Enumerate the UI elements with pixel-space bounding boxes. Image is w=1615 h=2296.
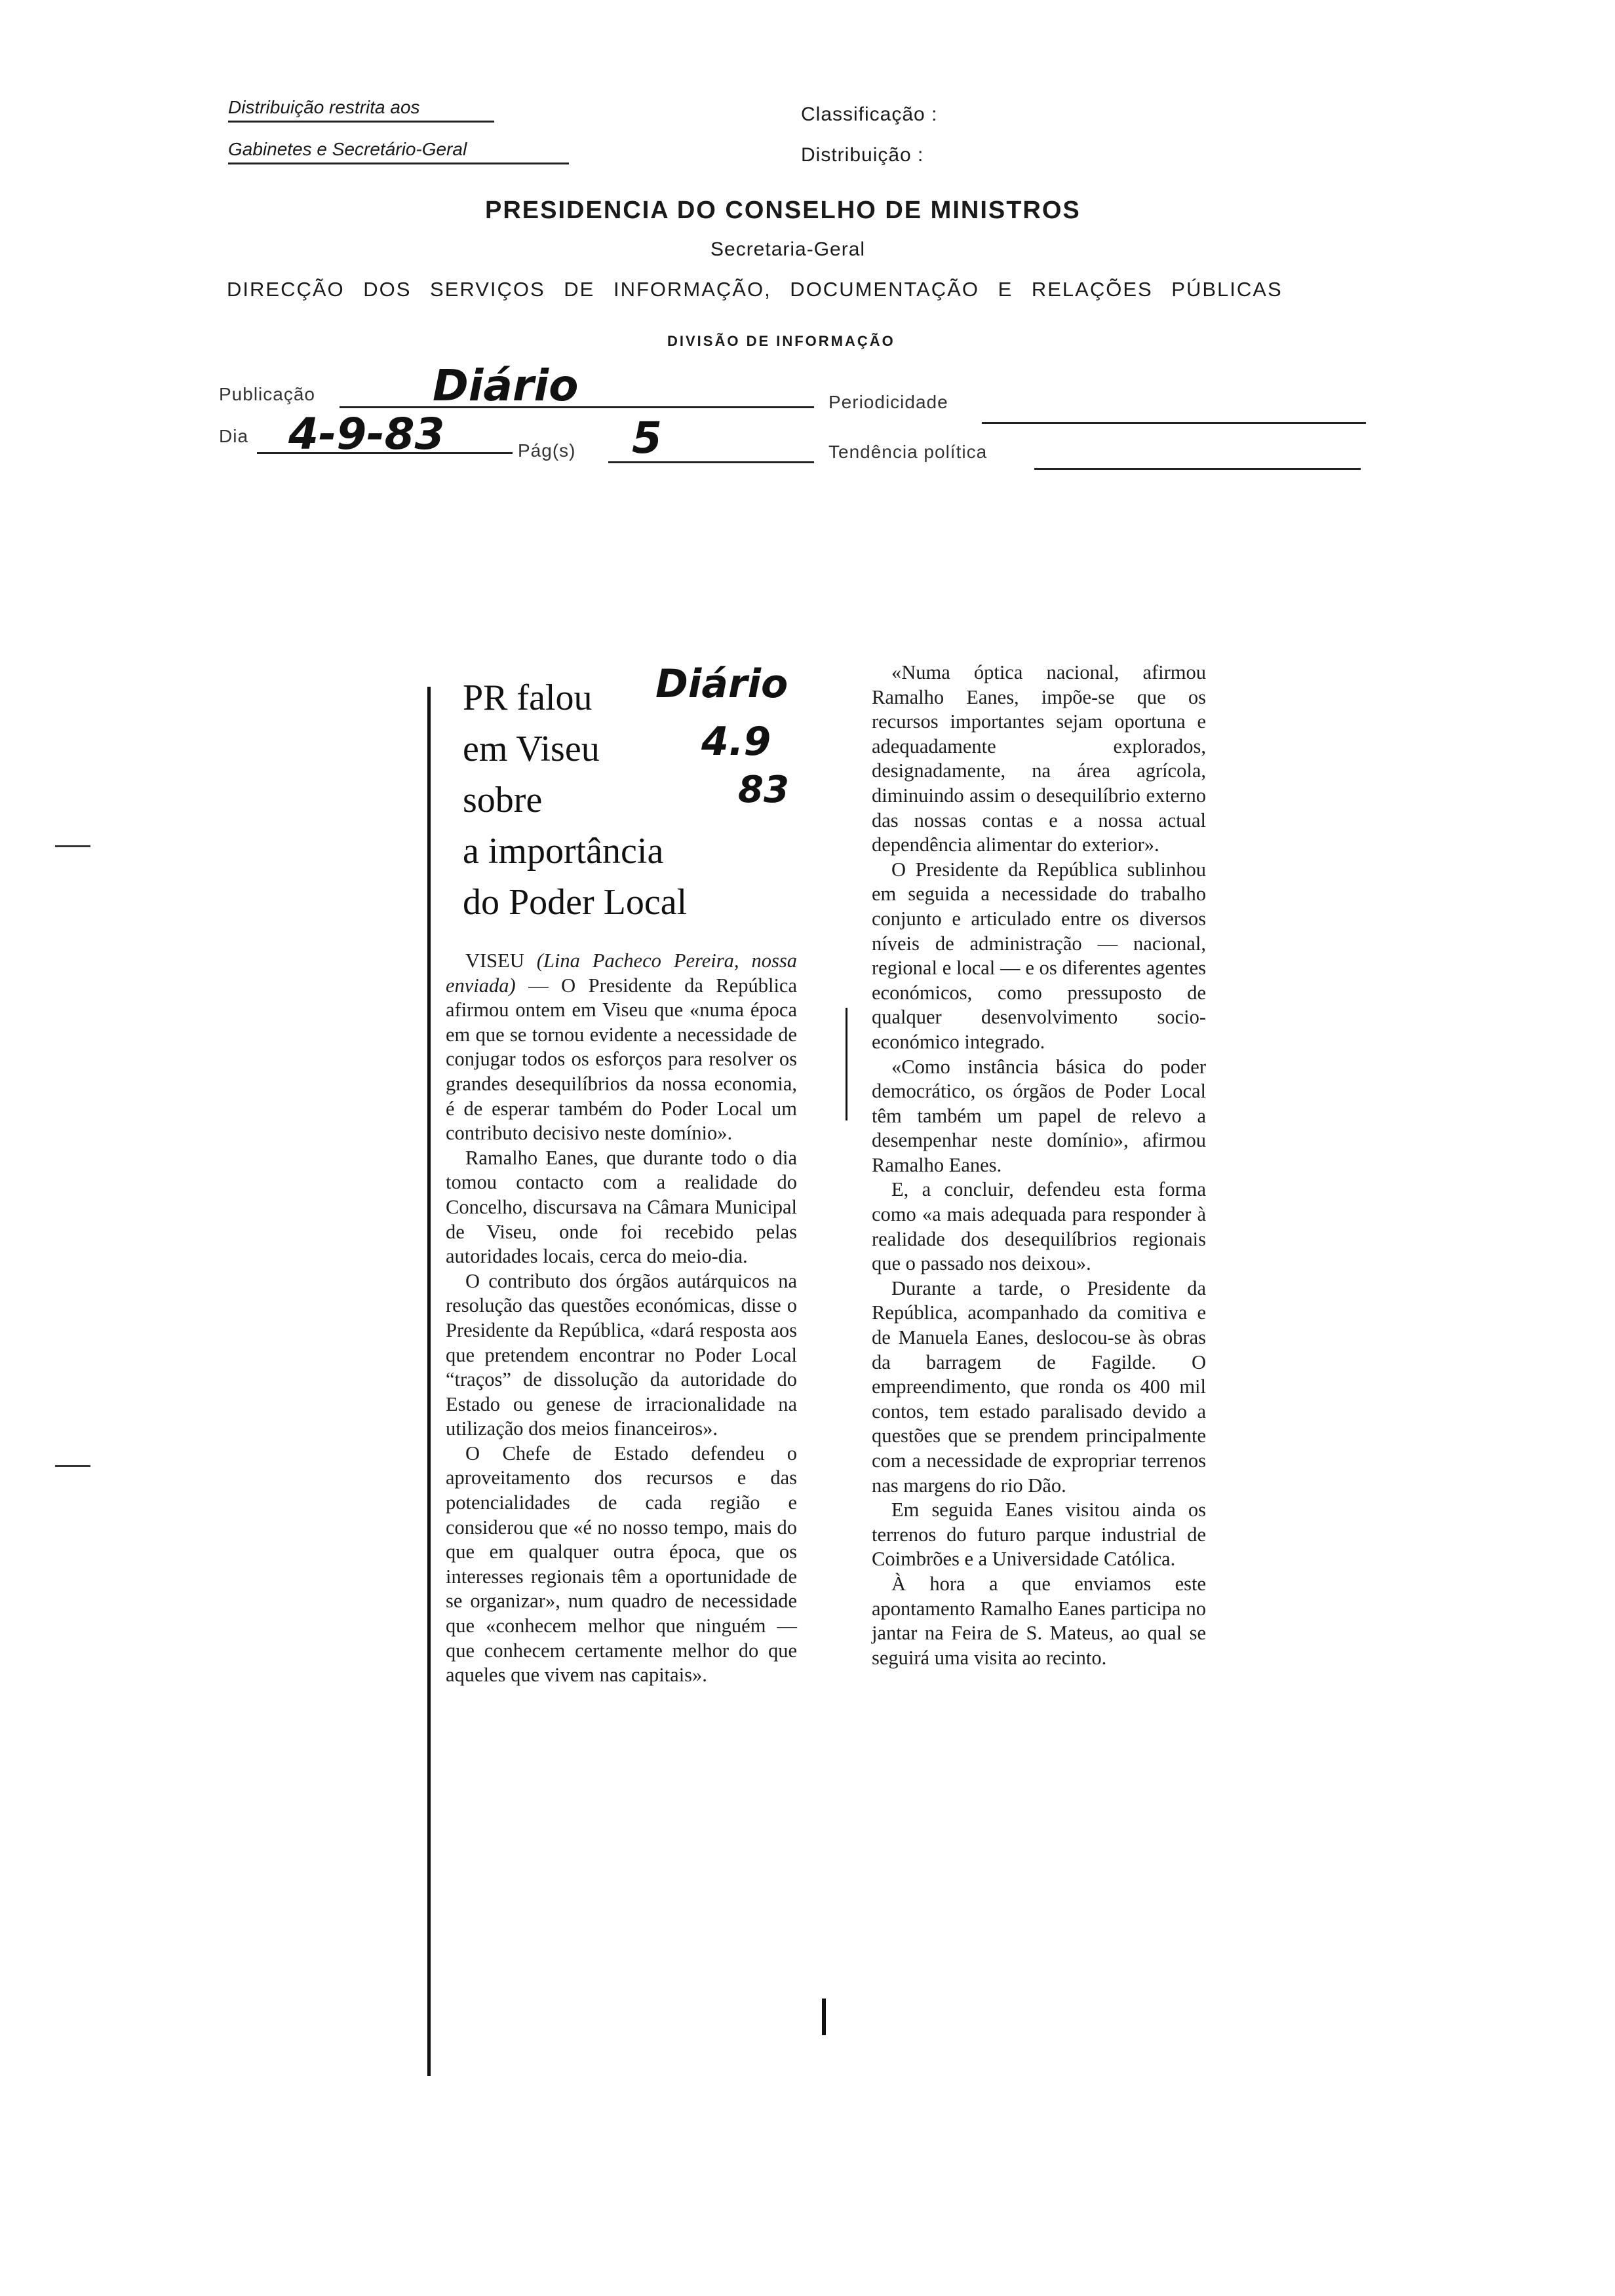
restricted-distribution-line2: Gabinetes e Secretário-Geral	[228, 140, 569, 164]
handwritten-annotation-line2: 4.9	[701, 719, 771, 765]
restricted-distribution-line1: Distribuição restrita aos	[228, 98, 494, 123]
article-left-rule	[427, 687, 431, 2076]
article-column-2	[872, 660, 1206, 1670]
distribuicao-label: Distribuição :	[801, 144, 924, 166]
department-name: DIRECÇÃO DOS SERVIÇOS DE INFORMAÇÃO, DOCUMENTAÇÃO E RELAÇÕES PÚBLICAS	[227, 278, 1283, 301]
article-paragraph: «Como instância básica do poder democrático, os órgãos de Poder Local têm também um papel de relevo a desempenhar neste domínio», afirmou Ramalho Eanes.	[872, 1055, 1206, 1176]
article-paragraph	[446, 949, 797, 1146]
byline-place: VISEU	[465, 949, 524, 972]
pags-label: Pág(s)	[518, 440, 576, 461]
article-paragraph: Ramalho Eanes, que durante todo o dia tomou contacto com a realidade do Concelho, discursava na Câmara Municipal de Viseu, onde foi recebido pelas autoridades locais, cerca do meio-dia.	[446, 1146, 797, 1268]
tendencia-field-line	[1034, 468, 1361, 470]
article-paragraph: Durante a tarde, o Presidente da República, acompanhado da comitiva e de Manuela Eanes, deslocou-se às obras da barragem de Fagilde. O empreendimento, que ronda os 400 mil contos, tem estado paralisado devido a questões que se prendem principalmente com a necessidade de expropriar terrenos nas margens do rio Dão.	[872, 1276, 1206, 1497]
tendencia-label: Tendência política	[828, 442, 988, 462]
article-lead-text: — O Presidente da República afirmou ontem em Viseu que «numa época em que se tornou evidente a necessidade de conjugar todos os esforços para resolver os grandes desequilíbrios da nossa economia, é de esperar também do Poder Local um contributo decisivo neste domínio».	[446, 974, 797, 1145]
page-title: PRESIDENCIA DO CONSELHO DE MINISTROS	[485, 197, 1081, 224]
column-margin-mark	[846, 1008, 847, 1120]
classificacao-label: Classificação :	[801, 104, 938, 125]
headline-line-5: do Poder Local	[463, 882, 688, 923]
headline-line-4: a importância	[463, 831, 664, 871]
periodicidade-field-line	[982, 422, 1366, 424]
publicacao-label: Publicação	[219, 384, 315, 404]
article-column-1	[446, 949, 797, 1688]
headline-line-3: sobre	[463, 780, 543, 820]
article-paragraph: E, a concluir, defendeu esta forma como «a mais adequada para responder à realidade dos desequilíbrios regionais que o passado nos deixou».	[872, 1178, 1206, 1275]
handwritten-annotation-line1: Diário	[655, 661, 788, 707]
margin-tick-top	[55, 845, 90, 847]
article-paragraph: «Numa óptica nacional, afirmou Ramalho Eanes, impõe-se que os recursos importantes sejam oportuna e adequadamente explorados, designadamente, na área agrícola, diminuindo assim o desequilíbrio externo das nossas contas e a nossa actual dependência alimentar do exterior».	[872, 661, 1206, 856]
dia-label: Dia	[219, 426, 249, 446]
headline-line-2: em Viseu	[463, 729, 600, 769]
article-paragraph: À hora a que enviamos este apontamento Ramalho Eanes participa no jantar na Feira de S. Mateus, ao qual se seguirá uma visita ao recinto.	[872, 1572, 1206, 1669]
dia-handwritten-value: 4-9-83	[288, 409, 445, 459]
margin-tick-bottom	[55, 1465, 90, 1467]
article-paragraph: Em seguida Eanes visitou ainda os terrenos do futuro parque industrial de Coimbrões e a Universidade Católica.	[872, 1499, 1206, 1571]
article-paragraph: O Chefe de Estado defendeu o aproveitamento dos recursos e das potencialidades de cada região e considerou que «é no nosso tempo, mais do que em qualquer outra época, que os interesses regionais têm a oportunidade de se organizar», num quadro de necessidade que «conhecem melhor que ninguém — que conhecem certamente melhor do que aqueles que vivem nas capitais».	[446, 1442, 797, 1687]
headline-line-1: PR falou	[463, 678, 593, 718]
pags-handwritten-value: 5	[632, 413, 662, 463]
handwritten-annotation-line3: 83	[738, 769, 789, 811]
publicacao-handwritten-value: Diário	[433, 360, 579, 411]
byline-author: (Lina Pacheco Pereira, nossa enviada)	[446, 949, 797, 997]
column-end-mark	[822, 1999, 826, 2035]
article-paragraph: O contributo dos órgãos autárquicos na resolução das questões económicas, disse o Presidente da República, «dará resposta aos que pretendem encontrar no Poder Local “traços” de dissolução da autoridade do Estado ou genese de irracionalidade na utilização dos meios financeiros».	[446, 1269, 797, 1440]
periodicidade-label: Periodicidade	[828, 392, 948, 412]
article-paragraph: O Presidente da República sublinhou em seguida a necessidade do trabalho conjunto e articulado entre os diversos níveis de administração — nacional, regional e local — e os diferentes agentes económicos, como pressuposto de qualquer desenvolvimento socio-económico integrado.	[872, 858, 1206, 1053]
page-subtitle: Secretaria-Geral	[710, 239, 866, 260]
division-name: DIVISÃO DE INFORMAÇÃO	[667, 333, 895, 349]
